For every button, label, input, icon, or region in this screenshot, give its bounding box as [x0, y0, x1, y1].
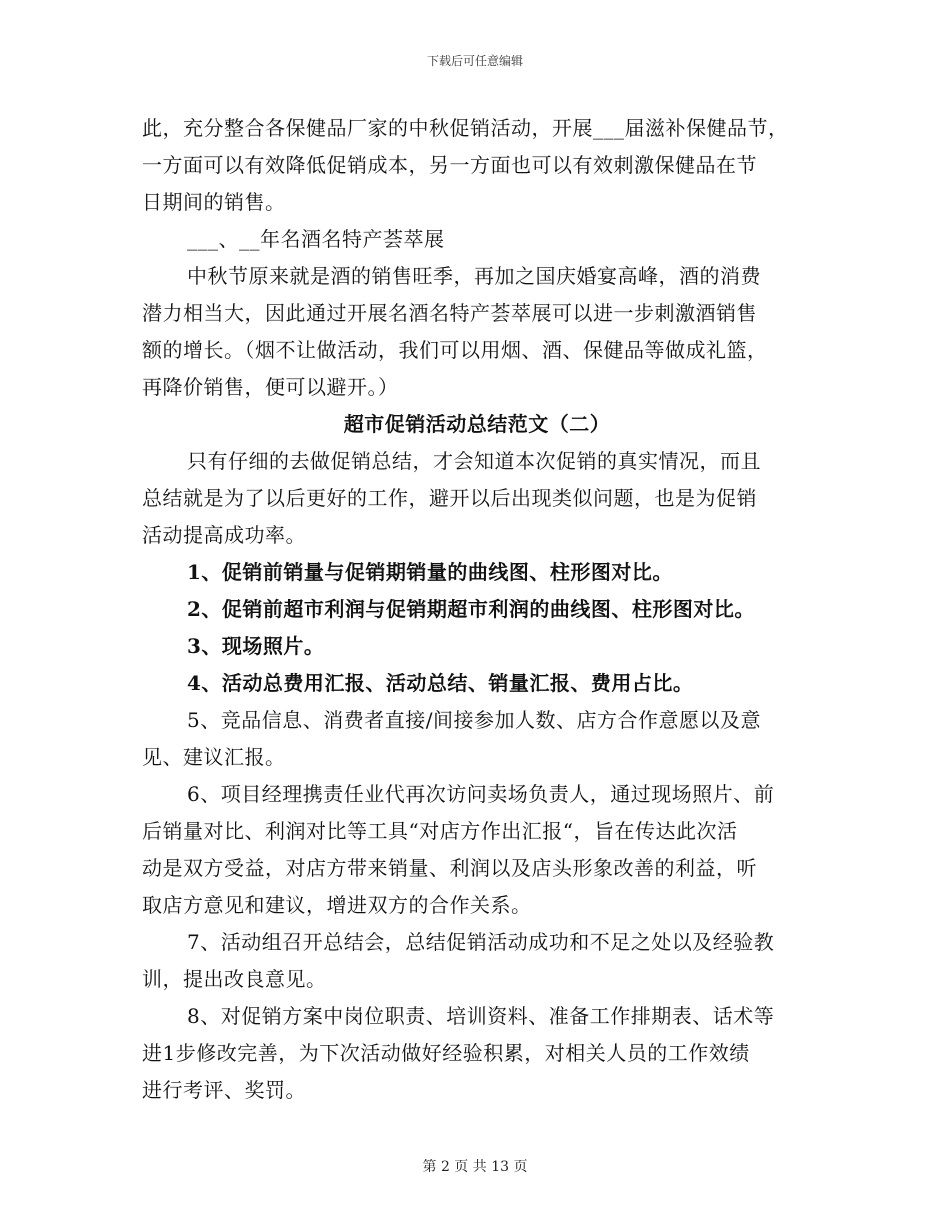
paragraph-line: 日期间的销售。: [142, 190, 286, 214]
paragraph-line: 额的增长。（烟不让做活动，我们可以用烟、酒、保健品等做成礼篮，: [142, 338, 768, 362]
header-note: 下载后可任意编辑: [426, 54, 523, 68]
paragraph-line: 7、活动组召开总结会，总结促销活动成功和不足之处以及经验教: [187, 930, 775, 954]
paragraph-line: 活动提高成功率。: [142, 523, 306, 547]
bold-list-item-line: 1、促销前销量与促销期销量的曲线图、柱形图对比。: [187, 560, 673, 584]
paragraph-line: 训，提出改良意见。: [142, 967, 327, 991]
paragraph-line: 中秋节原来就是酒的销售旺季，再加之国庆婚宴高峰，酒的消费: [187, 264, 761, 288]
bold-list-item-line: 4、活动总费用汇报、活动总结、销量汇报、费用占比。: [187, 671, 694, 695]
paragraph-line: 动是双方受益，对店方带来销量、利润以及店头形象改善的利益，听: [142, 856, 757, 880]
paragraph-line: 再降价销售，便可以避开。）: [142, 375, 399, 399]
paragraph-line: 取店方意见和建议，增进双方的合作关系。: [142, 893, 532, 917]
paragraph-line: 后销量对比、利润对比等工具“对店方作出汇报“，旨在传达此次活: [142, 819, 738, 843]
paragraph-line: 一方面可以有效降低促销成本，另一方面也可以有效刺激保健品在节: [142, 153, 757, 177]
paragraph-line: 总结就是为了以后更好的工作，避开以后出现类似问题，也是为促销: [142, 486, 757, 510]
paragraph-line: 6、项目经理携责任业代再次访问卖场负责人，通过现场照片、前: [187, 782, 775, 806]
document-body: [142, 110, 812, 1109]
paragraph-line: 进1步修改完善，为下次活动做好经验积累，对相关人员的工作效绩: [142, 1041, 750, 1065]
paragraph-line: 只有仔细的去做促销总结，才会知道本次促销的真实情况，而且: [187, 449, 761, 473]
paragraph-line: 8、对促销方案中岗位职责、培训资料、准备工作排期表、话术等: [187, 1004, 775, 1028]
bold-list-item-line: 2、促销前超市利润与促销期超市利润的曲线图、柱形图对比。: [187, 597, 755, 621]
section-heading: 超市促销活动总结范文（二）: [343, 412, 611, 436]
paragraph-line: ___、__年名酒名特产荟萃展: [187, 227, 445, 251]
paragraph-line: 此，充分整合各保健品厂家的中秋促销活动，开展___届滋补保健品节，: [142, 116, 789, 140]
paragraph-line: 进行考评、奖罚。: [142, 1078, 306, 1102]
paragraph-line: 5、竞品信息、消费者直接/间接参加人数、店方合作意愿以及意: [187, 708, 761, 732]
page-number: 第 2 页 共 13 页: [422, 1159, 528, 1175]
bold-list-item-line: 3、现场照片。: [187, 634, 325, 658]
paragraph-line: 见、建议汇报。: [142, 745, 286, 769]
paragraph-line: 潜力相当大，因此通过开展名酒名特产荟萃展可以进一步刺激酒销售: [142, 301, 757, 325]
